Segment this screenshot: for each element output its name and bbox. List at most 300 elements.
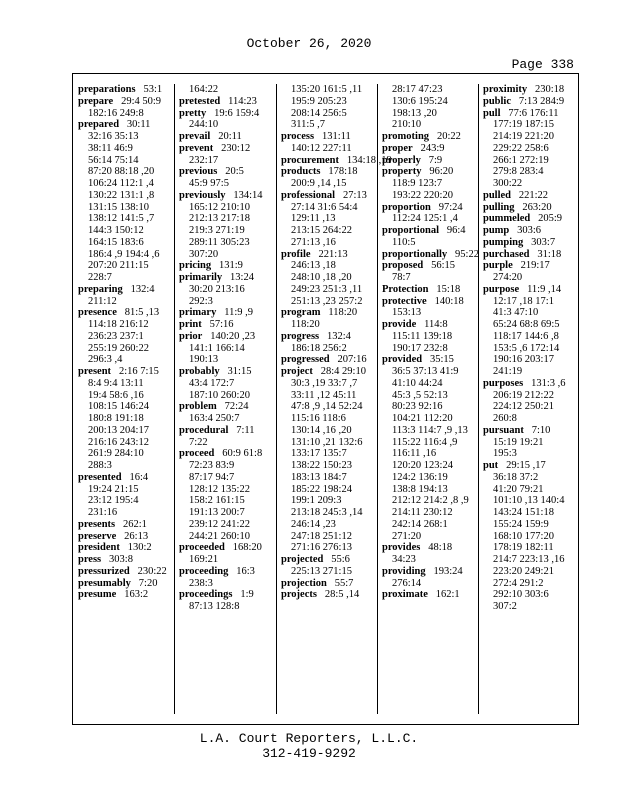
page-line-reference: 140:18 bbox=[434, 295, 464, 307]
page-line-reference: 30:11 bbox=[126, 119, 151, 131]
page-line-reference: 243:9 bbox=[420, 142, 445, 154]
page-line-reference: 158:2 161:15 bbox=[189, 495, 245, 507]
index-entry bbox=[179, 272, 272, 307]
index-term: presume bbox=[78, 589, 117, 601]
index-term: proper bbox=[382, 142, 413, 154]
index-entry bbox=[281, 578, 374, 590]
page-line-reference: 95:22 bbox=[455, 248, 479, 260]
page-line-reference: 28:17 47:23 bbox=[392, 84, 443, 95]
index-term: proposed bbox=[382, 260, 424, 272]
index-term: pursuant bbox=[483, 424, 524, 436]
page-line-reference: 143:24 151:18 bbox=[493, 507, 554, 518]
page-line-reference: 229:22 258:6 bbox=[493, 142, 549, 154]
page-line-reference: 169:21 bbox=[189, 554, 219, 565]
page-line-reference: 165:12 210:10 bbox=[189, 201, 250, 213]
index-column-5 bbox=[483, 84, 576, 613]
page-line-reference: 7:9 bbox=[428, 154, 443, 166]
page-line-reference: 47:8 ,9 ,14 52:24 bbox=[291, 401, 363, 413]
page-line-reference: 260:8 bbox=[493, 413, 517, 424]
index-term: process bbox=[281, 131, 315, 142]
index-entry bbox=[483, 108, 576, 190]
page-line-reference: 303:6 bbox=[517, 225, 542, 236]
index-entry bbox=[483, 202, 576, 214]
page-line-reference: 168:20 bbox=[232, 542, 262, 554]
page-line-reference: 239:12 241:22 bbox=[189, 518, 250, 530]
index-entry bbox=[483, 96, 576, 108]
page-line-reference: 114:18 216:12 bbox=[88, 319, 149, 330]
index-term: pulling bbox=[483, 201, 515, 213]
page-line-reference: 246:13 ,18 bbox=[291, 260, 336, 272]
index-entry bbox=[382, 166, 475, 201]
index-entry bbox=[78, 554, 171, 566]
page-line-reference: 138:22 150:23 bbox=[291, 460, 352, 471]
page-line-reference: 48:18 bbox=[428, 542, 453, 554]
page-line-reference: 255:19 260:22 bbox=[88, 342, 149, 354]
page-line-reference: 36:5 37:13 41:9 bbox=[392, 366, 459, 377]
index-entry bbox=[179, 366, 272, 401]
index-entry bbox=[281, 554, 374, 578]
page-line-reference: 133:17 135:7 bbox=[291, 448, 347, 460]
page-line-reference: 2:16 7:15 bbox=[118, 366, 159, 377]
page-line-reference: 214:7 223:13 ,16 bbox=[493, 554, 565, 565]
page-line-reference: 33:11 ,12 45:11 bbox=[291, 389, 357, 401]
index-entry bbox=[179, 319, 272, 331]
page-line-reference: 101:10 ,13 140:4 bbox=[493, 495, 565, 507]
page-line-reference: 244:10 bbox=[189, 119, 219, 131]
page-line-reference: 307:2 bbox=[493, 601, 517, 612]
index-entry bbox=[179, 542, 272, 566]
page-line-reference: 13:24 bbox=[230, 272, 254, 283]
page-line-reference: 20:22 bbox=[436, 131, 461, 142]
index-term: promoting bbox=[382, 131, 430, 142]
page-line-reference: 207:16 bbox=[337, 354, 367, 366]
page-line-reference: 115:11 139:18 bbox=[392, 330, 453, 342]
page-line-reference: 212:13 217:18 bbox=[189, 213, 250, 225]
page-line-reference: 41:3 47:10 bbox=[493, 307, 539, 319]
index-entry bbox=[179, 166, 272, 190]
page-line-reference: 130:2 bbox=[127, 542, 152, 554]
index-term: previous bbox=[179, 166, 218, 178]
index-term: professional bbox=[281, 189, 336, 201]
page-line-reference: 186:4 ,9 194:4 ,6 bbox=[88, 248, 160, 260]
page-line-reference: 72:23 83:9 bbox=[189, 460, 235, 471]
index-entry bbox=[483, 237, 576, 249]
page-line-reference: 129:11 ,13 bbox=[291, 213, 336, 225]
page-line-reference: 96:4 bbox=[446, 225, 466, 236]
page-line-reference: 153:13 bbox=[392, 307, 422, 319]
page-line-reference: 168:10 177:20 bbox=[493, 530, 554, 542]
index-entry bbox=[179, 190, 272, 261]
column-divider bbox=[377, 84, 378, 714]
index-term: purposes bbox=[483, 377, 524, 389]
index-term: preserve bbox=[78, 530, 117, 542]
index-column-2 bbox=[179, 84, 272, 613]
index-entry bbox=[382, 284, 475, 296]
page-line-reference: 118:17 144:6 ,8 bbox=[493, 330, 559, 342]
page-line-reference: 230:12 bbox=[221, 142, 251, 154]
index-entry bbox=[281, 131, 374, 155]
page-line-reference: 230:18 bbox=[535, 84, 565, 95]
page-line-reference: 113:3 114:7 ,9 ,13 bbox=[392, 424, 468, 436]
column-divider bbox=[174, 84, 175, 714]
page-line-reference: 225:13 271:15 bbox=[291, 565, 352, 577]
index-term: primary bbox=[179, 307, 217, 319]
index-column-3 bbox=[281, 84, 392, 601]
index-term: presumably bbox=[78, 577, 131, 589]
page-line-reference: 53:1 bbox=[143, 84, 163, 95]
page-line-reference: 131:3 ,6 bbox=[531, 377, 566, 389]
index-term: progress bbox=[281, 330, 320, 342]
index-entry bbox=[382, 566, 475, 590]
page-line-reference: 31:18 bbox=[537, 248, 562, 260]
page-line-reference: 279:8 283:4 bbox=[493, 166, 544, 178]
page-line-reference: 81:5 ,13 bbox=[124, 307, 160, 319]
index-term: pummeled bbox=[483, 213, 531, 225]
index-entry bbox=[281, 307, 374, 331]
page-line-reference: 140:12 227:11 bbox=[291, 142, 352, 154]
page-line-reference: 210:10 bbox=[392, 119, 422, 131]
page-line-reference: 96:20 bbox=[429, 166, 454, 178]
page-line-reference: 29:15 ,17 bbox=[506, 460, 546, 471]
page-line-reference: 115:22 116:4 ,9 bbox=[392, 436, 458, 448]
page-line-reference: 7:20 bbox=[138, 577, 158, 589]
index-term: projects bbox=[281, 589, 317, 601]
index-entry bbox=[382, 354, 475, 542]
index-entry bbox=[179, 331, 272, 366]
page-line-reference: 28:4 29:10 bbox=[320, 366, 366, 377]
page-line-reference: 106:24 112:1 ,4 bbox=[88, 178, 154, 189]
page-line-reference: 228:7 bbox=[88, 272, 112, 283]
page-line-reference: 289:11 305:23 bbox=[189, 236, 250, 248]
page-line-reference: 155:24 159:9 bbox=[493, 518, 549, 530]
index-term: profile bbox=[281, 248, 311, 260]
page-line-reference: 242:14 268:1 bbox=[392, 518, 448, 530]
page-line-reference: 12:17 ,18 17:1 bbox=[493, 295, 554, 307]
page-line-reference: 7:13 284:9 bbox=[518, 95, 565, 107]
index-term: previously bbox=[179, 189, 226, 201]
page-line-reference: 114:8 bbox=[424, 319, 448, 330]
page-line-reference: 20:5 bbox=[225, 166, 244, 178]
header-date: October 26, 2020 bbox=[246, 36, 372, 51]
index-term: presents bbox=[78, 518, 116, 530]
index-term: put bbox=[483, 460, 499, 471]
index-term: proceeded bbox=[179, 542, 225, 554]
page-line-reference: 72:24 bbox=[224, 401, 249, 413]
index-entry bbox=[78, 589, 171, 601]
index-entry bbox=[483, 225, 576, 237]
page-line-reference: 223:20 249:21 bbox=[493, 565, 554, 577]
page-line-reference: 266:1 272:19 bbox=[493, 154, 549, 166]
page-line-reference: 124:2 136:19 bbox=[392, 471, 448, 483]
index-entry bbox=[78, 366, 171, 472]
index-entry bbox=[483, 249, 576, 261]
index-term: prevent bbox=[179, 142, 214, 154]
index-term: projection bbox=[281, 577, 327, 589]
page-line-reference: 29:4 50:9 bbox=[121, 95, 162, 107]
index-term: probably bbox=[179, 366, 220, 377]
page-line-reference: 87:17 94:7 bbox=[189, 471, 235, 483]
index-entry bbox=[281, 190, 374, 249]
index-entry bbox=[78, 519, 171, 531]
index-term: pumping bbox=[483, 236, 524, 248]
index-entry bbox=[78, 566, 171, 578]
page-line-reference: 114:23 bbox=[228, 95, 257, 107]
page-line-reference: 232:17 bbox=[189, 154, 219, 166]
index-entry bbox=[281, 366, 374, 554]
page-line-reference: 45:9 97:5 bbox=[189, 178, 229, 189]
index-term: protective bbox=[382, 295, 427, 307]
index-entry bbox=[382, 143, 475, 155]
index-entry bbox=[483, 84, 576, 96]
page-line-reference: 190:17 232:8 bbox=[392, 342, 448, 354]
index-entry bbox=[179, 84, 272, 96]
page-line-reference: 80:23 92:16 bbox=[392, 401, 443, 413]
page-line-reference: 303:8 bbox=[109, 554, 133, 565]
page-line-reference: 182:16 249:8 bbox=[88, 107, 144, 119]
index-term: providing bbox=[382, 565, 426, 577]
index-term: proportional bbox=[382, 225, 439, 236]
page-line-reference: 19:4 58:6 ,16 bbox=[88, 389, 144, 401]
index-entry bbox=[179, 143, 272, 167]
page-line-reference: 300:22 bbox=[493, 178, 523, 189]
page-line-reference: 246:14 ,23 bbox=[291, 518, 336, 530]
index-entry bbox=[78, 472, 171, 519]
index-entry bbox=[179, 131, 272, 143]
index-entry bbox=[78, 84, 171, 96]
index-entry bbox=[382, 589, 475, 601]
page-line-reference: 120:20 123:24 bbox=[392, 460, 453, 471]
index-entry bbox=[78, 531, 171, 543]
page-line-reference: 115:16 118:6 bbox=[291, 413, 346, 424]
index-entry bbox=[281, 84, 374, 131]
page-line-reference: 23:12 195:4 bbox=[88, 495, 139, 507]
index-entry bbox=[179, 96, 272, 108]
index-term: public bbox=[483, 95, 512, 107]
page-line-reference: 131:10 ,21 132:6 bbox=[291, 436, 363, 448]
index-entry bbox=[483, 190, 576, 202]
page-line-reference: 178:18 bbox=[328, 166, 358, 178]
index-entry bbox=[382, 248, 479, 261]
page-line-reference: 87:20 88:18 ,20 bbox=[88, 166, 155, 178]
page-line-reference: 27:14 31:6 54:4 bbox=[291, 201, 358, 213]
page-line-reference: 221:13 bbox=[318, 248, 348, 260]
page-line-reference: 130:22 131:1 ,8 bbox=[88, 189, 155, 201]
page-line-reference: 36:18 37:2 bbox=[493, 471, 539, 483]
page-line-reference: 311:5 ,7 bbox=[291, 119, 326, 131]
page-line-reference: 87:13 128:8 bbox=[189, 601, 240, 612]
page-line-reference: 177:19 187:15 bbox=[493, 119, 554, 131]
column-divider bbox=[478, 84, 479, 714]
index-term: prepare bbox=[78, 95, 114, 107]
page-line-reference: 112:24 125:1 ,4 bbox=[392, 213, 458, 225]
index-entry bbox=[382, 131, 475, 143]
index-entry bbox=[179, 260, 272, 272]
page-line-reference: 178:19 182:11 bbox=[493, 542, 554, 554]
page-line-reference: 131:15 138:10 bbox=[88, 201, 149, 213]
page-line-reference: 251:13 ,23 257:2 bbox=[291, 295, 363, 307]
index-term: proximity bbox=[483, 84, 528, 95]
page-line-reference: 138:12 141:5 ,7 bbox=[88, 213, 155, 225]
index-term: progressed bbox=[281, 354, 330, 366]
page-line-reference: 110:5 bbox=[392, 236, 416, 248]
index-term: Protection bbox=[382, 283, 429, 295]
index-term: pump bbox=[483, 225, 510, 236]
index-term: print bbox=[179, 319, 202, 330]
index-column-4 bbox=[382, 84, 479, 601]
index-frame bbox=[72, 73, 579, 725]
index-entry bbox=[382, 260, 475, 284]
index-term: preparations bbox=[78, 84, 136, 95]
page-line-reference: 130:14 ,16 ,20 bbox=[291, 424, 352, 436]
page-line-reference: 108:15 146:24 bbox=[88, 401, 149, 413]
page-line-reference: 65:24 68:8 69:5 bbox=[493, 319, 560, 330]
index-entry bbox=[382, 296, 475, 320]
page-line-reference: 195:9 205:23 bbox=[291, 95, 347, 107]
page-line-reference: 41:10 44:24 bbox=[392, 377, 443, 389]
page-line-reference: 30:20 213:16 bbox=[189, 283, 245, 295]
page-line-reference: 104:21 112:20 bbox=[392, 413, 453, 424]
page-line-reference: 247:18 251:12 bbox=[291, 530, 352, 542]
index-term: proportion bbox=[382, 201, 431, 213]
page-line-reference: 224:12 250:21 bbox=[493, 401, 554, 413]
page-line-reference: 262:1 bbox=[123, 518, 147, 530]
page-line-reference: 56:15 bbox=[431, 260, 456, 272]
index-entry bbox=[382, 202, 475, 226]
page-line-reference: 15:19 19:21 bbox=[493, 436, 544, 448]
page-line-reference: 292:10 303:6 bbox=[493, 589, 549, 601]
page-line-reference: 162:1 bbox=[435, 589, 460, 601]
page-line-reference: 16:4 bbox=[129, 471, 149, 483]
page-line-reference: 116:11 ,16 bbox=[392, 448, 437, 460]
page-line-reference: 249:23 251:3 ,11 bbox=[291, 283, 363, 295]
index-term: purpose bbox=[483, 283, 520, 295]
page-line-reference: 183:13 184:7 bbox=[291, 471, 347, 483]
index-entry bbox=[179, 108, 272, 132]
page-line-reference: 35:15 bbox=[429, 354, 454, 366]
page-line-reference: 213:18 245:3 ,14 bbox=[291, 507, 363, 518]
page-line-reference: 30:3 ,19 33:7 ,7 bbox=[291, 377, 358, 389]
page-line-reference: 141:1 166:14 bbox=[189, 342, 245, 354]
page-line-reference: 200:9 ,14 ,15 bbox=[291, 178, 347, 189]
column-divider bbox=[276, 84, 277, 714]
page-line-reference: 195:3 bbox=[493, 448, 517, 460]
page-line-reference: 288:3 bbox=[88, 460, 112, 471]
page-line-reference: 219:3 271:19 bbox=[189, 225, 245, 236]
index-term: primarily bbox=[179, 272, 223, 283]
index-term: proceeding bbox=[179, 565, 229, 577]
page-line-reference: 163:2 bbox=[124, 589, 149, 601]
page-line-reference: 274:20 bbox=[493, 272, 523, 283]
page-line-reference: 164:15 183:6 bbox=[88, 236, 144, 248]
page-line-reference: 214:19 221:20 bbox=[493, 131, 554, 142]
page-line-reference: 271:20 bbox=[392, 530, 422, 542]
page-line-reference: 213:15 264:22 bbox=[291, 225, 352, 236]
page-line-reference: 56:14 75:14 bbox=[88, 154, 139, 166]
page-line-reference: 132:4 bbox=[130, 283, 155, 295]
page-line-reference: 15:18 bbox=[436, 283, 461, 295]
page-line-reference: 134:18 ,19 bbox=[346, 154, 392, 166]
page-line-reference: 78:7 bbox=[392, 272, 411, 283]
page-line-reference: 60:9 61:8 bbox=[222, 448, 263, 460]
page-line-reference: 11:9 ,9 bbox=[224, 307, 253, 319]
page-line-reference: 43:4 172:7 bbox=[189, 377, 235, 389]
page-line-reference: 212:12 214:2 ,8 ,9 bbox=[392, 495, 469, 507]
index-entry bbox=[382, 542, 475, 566]
page-line-reference: 97:24 bbox=[438, 201, 463, 213]
index-entry bbox=[483, 425, 576, 460]
index-term: prior bbox=[179, 330, 203, 342]
index-entry bbox=[281, 166, 374, 190]
page-line-reference: 208:14 256:5 bbox=[291, 107, 347, 119]
page-line-reference: 219:17 bbox=[520, 260, 550, 272]
index-term: problem bbox=[179, 401, 217, 413]
index-term: procurement bbox=[281, 154, 339, 166]
index-term: prepared bbox=[78, 119, 120, 131]
page-line-reference: 128:12 135:22 bbox=[189, 483, 250, 495]
index-term: project bbox=[281, 366, 313, 377]
index-term: present bbox=[78, 366, 112, 377]
page-line-reference: 193:22 220:20 bbox=[392, 189, 453, 201]
index-entry bbox=[281, 249, 374, 308]
page-line-reference: 153:5 ,6 172:14 bbox=[493, 342, 560, 354]
page-line-reference: 31:15 bbox=[227, 366, 252, 377]
index-entry bbox=[483, 460, 576, 613]
page-line-reference: 200:13 204:17 bbox=[88, 424, 149, 436]
index-entry bbox=[483, 260, 576, 284]
page-line-reference: 263:20 bbox=[522, 201, 552, 213]
index-entry bbox=[179, 448, 272, 542]
page-line-reference: 38:11 46:9 bbox=[88, 142, 133, 154]
index-term: provides bbox=[382, 542, 421, 554]
page-line-reference: 7:11 bbox=[236, 424, 255, 436]
page-line-reference: 19:6 159:4 bbox=[214, 107, 260, 119]
page-line-reference: 187:10 260:20 bbox=[189, 389, 250, 401]
index-term: program bbox=[281, 307, 321, 319]
page-line-reference: 11:9 ,14 bbox=[527, 283, 562, 295]
page-line-reference: 45:3 ,5 52:13 bbox=[392, 389, 448, 401]
index-term: pretty bbox=[179, 107, 207, 119]
page-line-reference: 1:9 bbox=[240, 589, 254, 601]
page-line-reference: 296:3 ,4 bbox=[88, 354, 123, 366]
index-entry bbox=[483, 378, 576, 425]
index-entry bbox=[78, 542, 171, 554]
page-line-reference: 238:3 bbox=[189, 577, 213, 589]
page-line-reference: 211:12 bbox=[88, 295, 117, 307]
page-line-reference: 118:20 bbox=[328, 307, 358, 319]
page-line-reference: 163:4 250:7 bbox=[189, 413, 240, 424]
index-term: proportionally bbox=[382, 248, 448, 260]
page-line-reference: 236:23 237:1 bbox=[88, 330, 144, 342]
page-line-reference: 307:20 bbox=[189, 248, 219, 260]
index-entry bbox=[78, 284, 171, 308]
index-term: procedural bbox=[179, 424, 229, 436]
page-line-reference: 19:24 21:15 bbox=[88, 483, 139, 495]
page-line-reference: 135:20 161:5 ,11 bbox=[291, 84, 363, 95]
index-term: pretested bbox=[179, 95, 221, 107]
page-line-reference: 7:22 bbox=[189, 436, 208, 448]
index-entry bbox=[281, 354, 374, 366]
page-line-reference: 27:13 bbox=[342, 189, 367, 201]
index-term: prevail bbox=[179, 131, 211, 142]
index-term: provide bbox=[382, 319, 417, 330]
page-line-reference: 140:20 ,23 bbox=[210, 330, 256, 342]
footer-phone: 312-419-9292 bbox=[262, 746, 356, 761]
page-line-reference: 186:18 256:2 bbox=[291, 342, 347, 354]
page-line-reference: 185:22 198:24 bbox=[291, 483, 352, 495]
page-line-reference: 241:19 bbox=[493, 366, 523, 377]
page-line-reference: 28:5 ,14 bbox=[324, 589, 360, 601]
index-entry bbox=[382, 319, 475, 354]
